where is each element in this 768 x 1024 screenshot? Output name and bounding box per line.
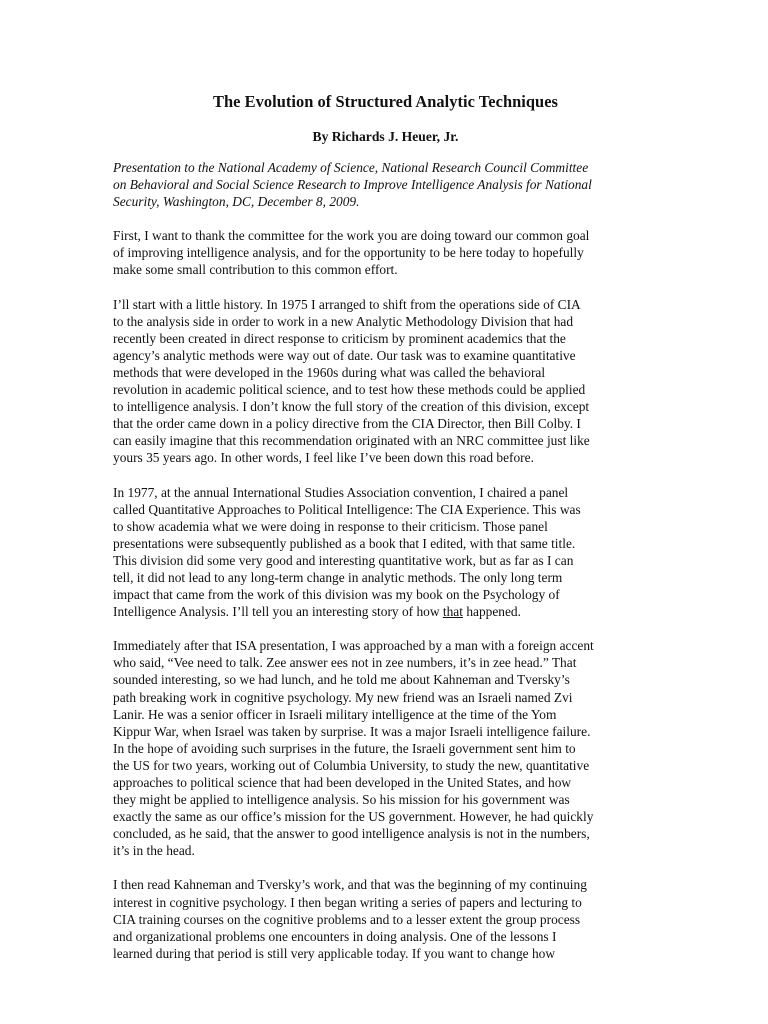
text-line: tell, it did not lead to any long-term change in analytic methods. The only long term bbox=[113, 569, 563, 585]
text-line: Presentation to the National Academy of Science, National Research Council Committee bbox=[113, 160, 589, 175]
text-line: to intelligence analysis. I don’t know the full story of the creation of this division, except bbox=[113, 399, 590, 415]
text-line: revolution in academic political science, and to test how these methods could be applied bbox=[113, 382, 586, 398]
text-line: This division did some very good and interesting quantitative work, but as far as I can bbox=[113, 552, 574, 568]
text-line: of improving intelligence analysis, and for the opportunity to be here today to hopefully bbox=[113, 245, 584, 261]
text-line: make some small contribution to this common effort. bbox=[113, 262, 398, 278]
text-line: learned during that period is still very applicable today. If you want to change how bbox=[113, 945, 556, 961]
text-segment: Intelligence Analysis. I’ll tell you an interesting story of how bbox=[113, 604, 443, 620]
text-line: it’s in the head. bbox=[113, 843, 195, 859]
text-line: interest in cognitive psychology. I then began writing a series of papers and lecturing to bbox=[113, 894, 582, 910]
document-body bbox=[113, 91, 658, 962]
text-segment: happened. bbox=[462, 604, 521, 620]
text-line: that the order came down in a policy directive from the CIA Director, then Bill Colby. I bbox=[113, 416, 581, 432]
text-line: yours 35 years ago. In other words, I feel like I’ve been down this road before. bbox=[113, 450, 534, 466]
document-title: The Evolution of Structured Analytic Techniques bbox=[213, 92, 558, 111]
text-line: Immediately after that ISA presentation, I was approached by a man with a foreign accent bbox=[113, 638, 594, 654]
paragraph-1 bbox=[113, 227, 658, 278]
text-line: impact that came from the work of this division was my book on the Psychology of bbox=[113, 587, 560, 603]
text-line: I’ll start with a little history. In 1975 I arranged to shift from the operations side of CIA bbox=[113, 296, 581, 312]
text-line: Lanir. He was a senior officer in Israeli military intelligence at the time of the Yom bbox=[113, 706, 557, 722]
text-line: exactly the same as our office’s mission for the US government. However, he had quickly bbox=[113, 809, 594, 825]
text-line: to show academia what we were doing in response to their criticism. Those panel bbox=[113, 518, 548, 534]
document-author: By Richards J. Heuer, Jr. bbox=[312, 129, 459, 144]
paragraph-3 bbox=[113, 484, 658, 621]
text-line: Security, Washington, DC, December 8, 2009. bbox=[113, 194, 360, 210]
text-line: and organizational problems one encounters in doing analysis. One of the lessons I bbox=[113, 928, 557, 944]
text-line: they might be applied to intelligence analysis. So his mission for his government was bbox=[113, 792, 570, 808]
text-line: In 1977, at the annual International Studies Association convention, I chaired a panel bbox=[113, 484, 569, 500]
text-line: presentations were subsequently published as a book that I edited, with that same title. bbox=[113, 535, 576, 551]
text-line: recently been created in direct response to criticism by prominent academics that the bbox=[113, 330, 566, 346]
text-line: CIA training courses on the cognitive problems and to a lesser extent the group process bbox=[113, 911, 581, 927]
text-line: methods that were developed in the 1960s during what was called the behavioral bbox=[113, 364, 546, 380]
text-line: approaches to political science that had been developed in the United States, and how bbox=[113, 775, 572, 790]
text-line: concluded, as he said, that the answer to good intelligence analysis is not in the numbers, bbox=[113, 826, 590, 842]
paragraph-5 bbox=[113, 876, 658, 961]
paragraph-4 bbox=[113, 637, 658, 859]
text-line: I then read Kahneman and Tversky’s work, and that was the beginning of my continuing bbox=[113, 877, 587, 893]
text-line-with-underline bbox=[113, 603, 658, 620]
text-line: on Behavioral and Social Science Research to Improve Intelligence Analysis for National bbox=[113, 177, 592, 193]
text-line: the US for two years, working out of Columbia University, to study the new, quantitative bbox=[113, 757, 590, 773]
text-line: to the analysis side in order to work in a new Analytic Methodology Division that had bbox=[113, 313, 574, 329]
presentation-note bbox=[113, 159, 658, 210]
text-line: who said, “Vee need to talk. Zee answer ees not in zee numbers, it’s in zee head.” That bbox=[113, 655, 577, 671]
text-line: First, I want to thank the committee for the work you are doing toward our common goal bbox=[113, 228, 590, 244]
text-line: sounded interesting, so we had lunch, and he told me about Kahneman and Tversky’s bbox=[113, 672, 570, 688]
text-line: can easily imagine that this recommendation originated with an NRC committee just like bbox=[113, 433, 590, 449]
text-line: called Quantitative Approaches to Political Intelligence: The CIA Experience. This was bbox=[113, 501, 581, 517]
text-line: agency’s analytic methods were way out of date. Our task was to examine quantitative bbox=[113, 347, 576, 363]
paragraph-2 bbox=[113, 296, 658, 467]
text-line: In the hope of avoiding such surprises in the future, the Israeli government sent him to bbox=[113, 740, 576, 756]
text-line: path breaking work in cognitive psychology. My new friend was an Israeli named Zvi bbox=[113, 689, 573, 705]
underlined-word: that bbox=[442, 604, 463, 620]
text-line: Kippur War, when Israel was taken by surprise. It was a major Israeli intelligence failure. bbox=[113, 723, 591, 739]
